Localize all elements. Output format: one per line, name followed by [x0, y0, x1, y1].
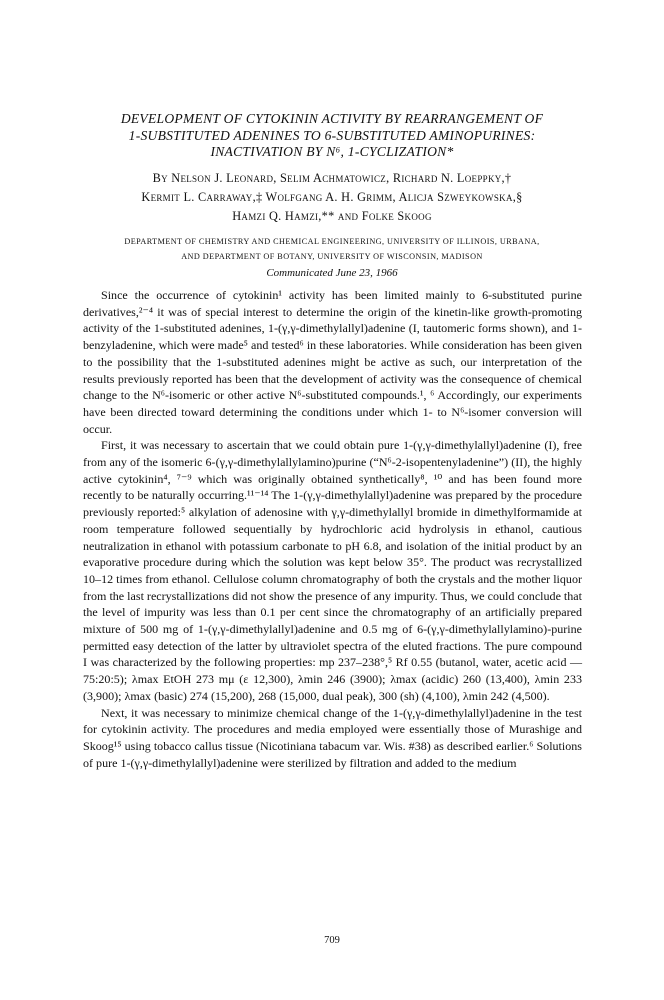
body-paragraph: Next, it was necessary to minimize chemical change of the 1-(γ,γ-dimethylallyl)adenine in the test for cytokinin activity. The procedures and media employed were essentially those of Murashige and Skoog¹⁵ using tobacco callus tissue (Nicotiniana tabacum var. Wis. #38) as described earlier.⁶ Solutions of pure 1-(γ,γ-dimethylallyl)adenine were sterilized by filtration and added to the medium — [83, 705, 582, 770]
title-line: DEVELOPMENT OF CYTOKININ ACTIVITY BY REARRANGEMENT OF — [120, 111, 544, 126]
title-line: 1-SUBSTITUTED ADENINES TO 6-SUBSTITUTED AMINOPURINES: — [128, 127, 536, 143]
title-line: INACTIVATION BY N⁶, 1-CYCLIZATION* — [210, 144, 454, 159]
article-title — [40, 111, 624, 161]
author-line: Hamzi Q. Hamzi,** and Folke Skoog — [232, 209, 432, 223]
affiliation-line: DEPARTMENT OF CHEMISTRY AND CHEMICAL ENGINEERING, UNIVERSITY OF ILLINOIS, URBANA, — [124, 237, 540, 246]
page-number: 709 — [324, 935, 340, 946]
body-paragraph: First, it was necessary to ascertain that we could obtain pure 1-(γ,γ-dimethylallyl)adenine (I), free from any of the isomeric 6-(γ,γ-dimethylallylamino)purine (“N⁶-2-isopentenyladenine”) (II), the highly active cytokinin⁴, ⁷⁻⁹ which was originally obtained synthetically⁸, ¹⁰ and has been found more recently to be naturally occurring.¹¹⁻¹⁴ The 1-(γ,γ-dimethylallyl)adenine was prepared by the procedure previously reported:⁵ alkylation of adenosine with γ,γ-dimethylallyl bromide in dimethylformamide at room temperature followed sequentially by hydrochloric acid hydrolysis in ethanol, cautious neutralization in ethanol with potassium carbonate to pH 6.8, and isolation of the initial product by an evaporative procedure during which the solution was kept below 35°. The product was recrystallized 10–12 times from ethanol. Cellulose column chromatography of both the crystals and the mother liquor from the last recrystallizations did not show the presence of any impurity. Thus, we could conclude that the level of impurity was less than 0.1 per cent since the chromatography of an artificially prepared mixture of 500 mg of 1-(γ,γ-dimethylallyl)adenine and 0.5 mg of 6-(γ,γ-dimethylallylamino)-purine permitted easy detection of the latter by ultraviolet spectra of the eluted fractions. The pure compound I was characterized by the following properties: mp 237–238°,⁵ Rf 0.55 (butanol, water, acetic acid —75:20:5); λmax EtOH 273 mμ (ε 12,300), λmin 246 (3900); λmax (acidic) 260 (13,400), λmin 233 (3,900); λmax (basic) 274 (15,200), 268 (15,000, dual peak), 300 (sh) (4,100), λmin 242 (4,500). — [83, 438, 582, 703]
author-list — [40, 169, 624, 226]
body-paragraph: Since the occurrence of cytokinin¹ activity has been limited mainly to 6-substituted purine derivatives,²⁻⁴ it was of special interest to determine the origin of the kinetin-like growth-promoting activity of the 1-substituted adenines, 1-(γ,γ-dimethylallyl)adenine (I, tautomeric forms shown), and 1-benzyladenine, which were made⁵ and tested⁶ in these laboratories. While consideration has been given to the possibility that the 1-substituted adenines might be active as such, our interpretation of the results previously reported has been that the development of activity was the consequence of chemical change to the N⁶-isomeric or other active N⁶-substituted compounds.¹, ⁶ Accordingly, our experiments have been directed toward determining the conditions under which 1- to N⁶-isomer conversion will occur. — [83, 288, 582, 436]
communicated-date: Communicated June 23, 1966 — [266, 267, 398, 279]
affiliation — [55, 235, 609, 264]
article-body — [83, 287, 582, 771]
affiliation-line: AND DEPARTMENT OF BOTANY, UNIVERSITY OF WISCONSIN, MADISON — [181, 251, 483, 261]
author-line: By Nelson J. Leonard, Selim Achmatowicz, Richard N. Loeppky,† — [152, 171, 512, 185]
author-line: Kermit L. Carraway,‡ Wolfgang A. H. Grimm, Alicja Szweykowska,§ — [141, 190, 523, 204]
